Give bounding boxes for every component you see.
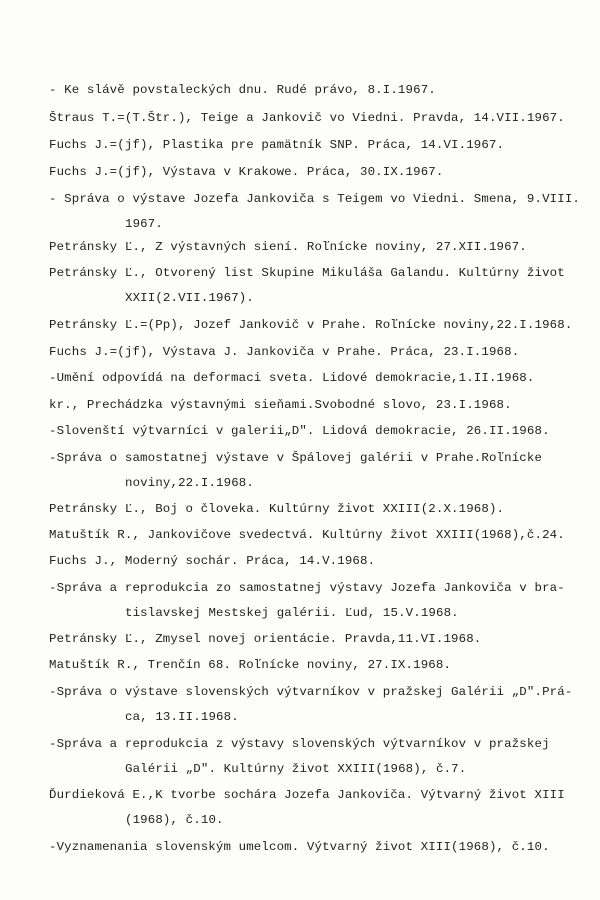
entry-line: Fuchs J.=(jf), Plastika pre pamätník SNP. Práca, 14.VI.1967. [49,138,505,152]
entry-line: -Správa a reprodukcia z výstavy slovenských výtvarníkov v pražskej [49,737,550,751]
entry-continuation-line: (1968), č.10. [125,813,224,827]
bibliography-entry [49,393,589,418]
bibliography-entry [49,549,589,574]
entry-line: -Správa o výstave slovenských výtvarníkov v pražskej Galérii „D".Prá- [49,685,573,699]
entry-line: -Slovenští výtvarníci v galerii„D". Lidová demokracie, 26.II.1968. [49,424,550,438]
entry-line: -Správa a reprodukcia zo samostatnej výstavy Jozefa Jankoviča v bra- [49,581,565,595]
entry-line: -Vyznamenania slovenským umelcom. Výtvarný život XIII(1968), č.10. [49,840,550,854]
entry-continuation-line: XXII(2.VII.1967). [125,291,254,305]
bibliography-entry [49,680,589,730]
entry-line: - Ke slávě povstaleckých dnu. Rudé právo, 8.I.1967. [49,83,436,97]
bibliography-entry [49,235,589,260]
bibliography-entry [49,419,589,444]
entry-line: Matuštík R., Jankovičove svedectvá. Kultúrny život XXIII(1968),č.24. [49,528,565,542]
entry-line: Petránsky Ľ., Z výstavných siení. Roľnícke noviny, 27.XII.1967. [49,240,527,254]
bibliography-entry [49,313,589,338]
bibliography-entry [49,523,589,548]
entry-line: Fuchs J., Moderný sochár. Práca, 14.V.1968. [49,554,376,568]
bibliography-entry [49,366,589,391]
entry-continuation-line: ca, 13.II.1968. [125,710,239,724]
bibliography-entry [49,732,589,782]
entry-line: Petránsky Ľ., Zmysel novej orientácie. Pravda,11.VI.1968. [49,632,482,646]
entry-continuation-line: noviny,22.I.1968. [125,476,254,490]
entry-continuation-line: 1967. [125,217,163,231]
bibliography-entry [49,133,589,158]
entry-line: Fuchs J.=(jf), Výstava J. Jankoviča v Prahe. Práca, 23.I.1968. [49,345,520,359]
bibliography-entry [49,106,589,131]
entry-line: Ďurdieková E.,K tvorbe sochára Jozefa Jankoviča. Výtvarný život XIII [49,788,565,802]
entry-line: Matuštík R., Trenčín 68. Roľnícke noviny, 27.IX.1968. [49,658,452,672]
entry-line: -Správa o samostatnej výstave v Špálovej galérii v Prahe.Roľnícke [49,451,543,465]
bibliography-entry [49,340,589,365]
bibliography-entry [49,497,589,522]
entry-line: -Umění odpovídá na deformaci sveta. Lidové demokracie,1.II.1968. [49,371,535,385]
entry-line: kr., Prechádzka výstavnými sieňami.Svobodné slovo, 23.I.1968. [49,398,512,412]
bibliography-entry [49,576,589,626]
entry-line: Petránsky Ľ., Boj o človeka. Kultúrny život XXIII(2.X.1968). [49,502,505,516]
bibliography-entry [49,160,589,185]
entry-line: Petránsky Ľ., Otvorený list Skupine Mikuláša Galandu. Kultúrny život [49,266,565,280]
bibliography-entry [49,78,589,103]
bibliography-entry [49,835,589,860]
bibliography-entry [49,261,589,311]
entry-continuation-line: Galérii „D". Kultúrny život XXIII(1968), č.7. [125,762,467,776]
entry-line: Štraus T.=(T.Štr.), Teige a Jankovič vo Viedni. Pravda, 14.VII.1967. [49,111,565,125]
bibliography-entry [49,187,589,237]
entry-line: Fuchs J.=(jf), Výstava v Krakowe. Práca, 30.IX.1967. [49,165,444,179]
bibliography-entry [49,446,589,496]
entry-continuation-line: tislavskej Mestskej galérii. Ľud, 15.V.1968. [125,606,459,620]
bibliography-entry [49,783,589,833]
bibliography-entry [49,653,589,678]
entry-line: - Správa o výstave Jozefa Jankoviča s Teigem vo Viedni. Smena, 9.VIII. [49,192,580,206]
entry-line: Petránsky Ľ.=(Pp), Jozef Jankovič v Prahe. Roľnícke noviny,22.I.1968. [49,318,573,332]
bibliography-entry [49,627,589,652]
